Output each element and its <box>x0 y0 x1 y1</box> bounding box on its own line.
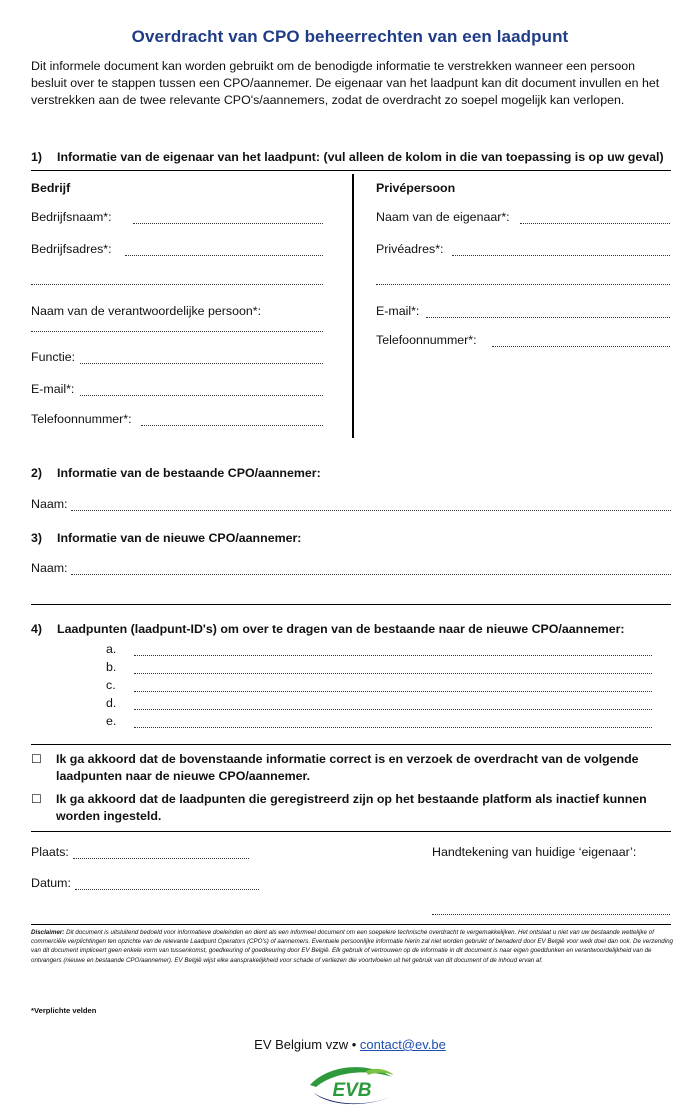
agreement-text: Ik ga akkoord dat de bovenstaande informatie correct is en verzoek de overdracht van de volgende laadpunten naar de nieuwe CPO/aannemer. <box>56 752 639 783</box>
function-line[interactable] <box>80 362 323 364</box>
company-email-field[interactable] <box>31 382 74 396</box>
section-3-heading <box>31 531 301 545</box>
signature-line[interactable] <box>432 913 670 915</box>
divider <box>31 924 671 925</box>
private-email-line[interactable] <box>426 316 670 318</box>
field-label: E-mail*: <box>31 382 75 396</box>
private-address-line-2[interactable] <box>376 283 670 285</box>
agreement-text: Ik ga akkoord dat de laadpunten die geregistreerd zijn op het bestaande platform als inactief kunnen worden ingesteld. <box>56 792 647 823</box>
column-divider <box>352 174 354 438</box>
section-number: 1) <box>31 150 43 164</box>
responsible-person-line[interactable] <box>31 330 323 332</box>
disclaimer-label: Disclaimer: <box>31 929 65 936</box>
evb-logo <box>306 1063 398 1109</box>
charger-id-line[interactable] <box>134 654 652 656</box>
company-phone-field[interactable] <box>31 412 132 426</box>
divider <box>31 831 671 832</box>
section-2-heading <box>31 466 321 480</box>
field-label: Plaats: <box>31 845 69 859</box>
field-label: Privéadres*: <box>376 242 444 256</box>
organization-name: EV Belgium vzw <box>254 1037 349 1052</box>
section-title: Informatie van de eigenaar van het laadpunt: (vul alleen de kolom in die van toepassing is op uw geval) <box>57 150 664 164</box>
field-label: Datum: <box>31 876 71 890</box>
section-1-heading <box>31 150 664 164</box>
separator: • <box>351 1037 357 1052</box>
section-title: Laadpunten (laadpunt-ID's) om over te dragen van de bestaande naar de nieuwe CPO/aannemer: <box>57 622 625 636</box>
charger-id-line[interactable] <box>134 726 652 728</box>
field-label: Bedrijfsadres*: <box>31 242 112 256</box>
field-label: Naam van de verantwoordelijke persoon*: <box>31 304 262 318</box>
section-number: 4) <box>31 622 43 636</box>
section-title: Informatie van de bestaande CPO/aannemer: <box>57 466 321 480</box>
agreement-checkbox[interactable]: ☐ <box>31 752 42 766</box>
company-address-line-2[interactable] <box>31 283 323 285</box>
field-label: Naam van de eigenaar*: <box>376 210 510 224</box>
section-4-heading <box>31 622 625 636</box>
required-fields-note: *Verplichte velden <box>31 1006 97 1015</box>
charger-id-letter: b. <box>106 660 117 674</box>
intro-paragraph: Dit informele document kan worden gebruikt om de benodigde informatie te verstrekken wanneer een persoon besluit over te stappen tussen een CPO/aannemer. De eigenaar van het laadpunt kan dit document invullen en het verstrekken aan de twee relevante CPO's/aannemers, zodat de overdracht zo soepel mogelijk kan verlopen. <box>31 59 660 107</box>
field-label: Telefoonnummer*: <box>31 412 132 426</box>
field-label: Bedrijfsnaam*: <box>31 210 112 224</box>
private-email-field[interactable] <box>376 304 419 318</box>
place-line[interactable] <box>73 857 249 859</box>
field-label: Naam: <box>31 561 68 575</box>
date-line[interactable] <box>75 888 259 890</box>
company-name-line[interactable] <box>133 222 323 224</box>
private-heading: Privépersoon <box>376 181 456 195</box>
private-address-field[interactable] <box>376 242 444 256</box>
owner-name-field[interactable] <box>376 210 510 224</box>
footer <box>0 1037 700 1052</box>
divider <box>31 744 671 745</box>
divider <box>31 604 671 605</box>
existing-cpo-name-line[interactable] <box>71 509 671 511</box>
charger-id-letter: a. <box>106 642 117 656</box>
agreement-checkbox[interactable]: ☐ <box>31 792 42 806</box>
field-label: E-mail*: <box>376 304 420 318</box>
field-label: Naam: <box>31 497 68 511</box>
owner-name-line[interactable] <box>520 222 670 224</box>
charger-id-letter: c. <box>106 678 116 692</box>
charger-id-line[interactable] <box>134 672 652 674</box>
divider <box>31 170 671 171</box>
new-cpo-name-line[interactable] <box>71 573 671 575</box>
private-phone-line[interactable] <box>492 345 670 347</box>
section-number: 3) <box>31 531 43 545</box>
company-address-line[interactable] <box>125 254 323 256</box>
place-field[interactable] <box>31 845 69 859</box>
charger-id-letter: e. <box>106 714 117 728</box>
contact-email-link[interactable]: contact@ev.be <box>359 1037 446 1052</box>
charger-id-letter: d. <box>106 696 117 710</box>
section-number: 2) <box>31 466 43 480</box>
field-label: Functie: <box>31 350 76 364</box>
existing-cpo-name-field[interactable] <box>31 497 68 511</box>
date-field[interactable] <box>31 876 71 890</box>
charger-id-line[interactable] <box>134 708 652 710</box>
disclaimer-text: Dit document is uitsluitend bedoeld voor informatieve doeleinden en dient als een informeel document om een soepelere technische overdracht te vergemakkelijken. Het ontslaat u niet van uw bestaande wettelijke of commerciële verplichtingen ten opzichte van de relevante Laadpunt Operators (CPO's) of aannemers. Eventuele persoonlijke informatie hierin zal niet worden gebruikt of benaderd door EV België voor welk doel dan ook. De verzending van dit document impliceert geen enkele vorm van tussenkomst, goedkeuring of goedkeuring door EV België. Elk gebruik of vertrouwen op de informatie in dit document is naar eigen goeddunken en verantwoordelijkheid van de ontvangers (nieuwe en bestaande CPO/aannemer). EV België wijst elke aansprakelijkheid voor schade of verliezen die voortvloeien uit het gebruik van dit document of de inhoud ervan af. <box>31 929 673 964</box>
company-phone-line[interactable] <box>141 424 323 426</box>
signature-label: Handtekening van huidige ‘eigenaar’: <box>432 845 637 859</box>
company-heading: Bedrijf <box>31 181 71 195</box>
charger-id-line[interactable] <box>134 690 652 692</box>
private-phone-field[interactable] <box>376 333 477 347</box>
new-cpo-name-field[interactable] <box>31 561 68 575</box>
function-field[interactable] <box>31 350 75 364</box>
company-name-field[interactable] <box>31 210 112 224</box>
company-email-line[interactable] <box>80 394 323 396</box>
logo-text: EVB <box>332 1080 372 1101</box>
private-address-line[interactable] <box>452 254 670 256</box>
responsible-person-field[interactable] <box>31 304 261 318</box>
section-title: Informatie van de nieuwe CPO/aannemer: <box>57 531 302 545</box>
evb-logo-graphic <box>306 1063 398 1109</box>
field-label: Telefoonnummer*: <box>376 333 477 347</box>
document-title: Overdracht van CPO beheerrechten van een laadpunt <box>131 27 569 46</box>
company-address-field[interactable] <box>31 242 112 256</box>
disclaimer <box>31 928 673 965</box>
